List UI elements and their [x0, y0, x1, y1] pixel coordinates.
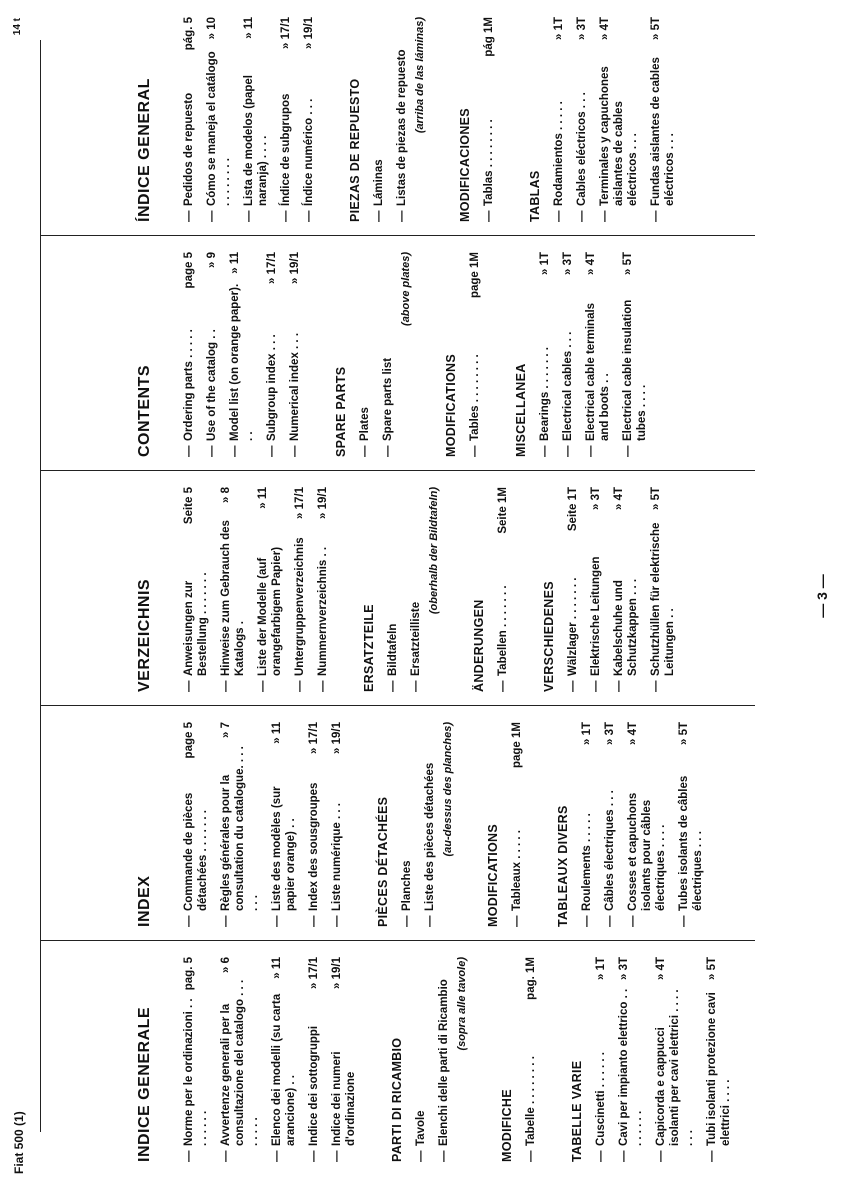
index-entry: [381, 252, 395, 457]
entry-text: — Index des sousgroupes: [308, 782, 320, 911]
section-heading: MISCELLANEA: [514, 363, 528, 457]
entry-text: — Capicorda e cappucci isolanti per cavi elettrici . . . . . . .: [655, 989, 695, 1146]
entry-text: — Untergruppenverzeichnis: [294, 537, 306, 676]
column-title: INDEX: [136, 875, 153, 927]
entry-page: » 11: [257, 487, 269, 509]
entry-page: » 9: [206, 252, 218, 268]
entry-text: — Subgroup index . . .: [266, 334, 278, 441]
section-note: (oberhalb der Bildtafeln): [428, 487, 440, 615]
index-entry: [205, 17, 233, 222]
header-right: 14 t: [12, 18, 23, 36]
section-heading: ERSATZTEILE: [362, 604, 376, 692]
index-entry: [270, 957, 298, 1162]
index-entry: [288, 252, 302, 457]
entry-page: » 4T: [627, 722, 639, 746]
index-entry: [242, 17, 270, 222]
column-title: ÍNDICE GENERAL: [136, 78, 153, 222]
entry-text: — Tubi isolanti protezione cavi elettrici . . . .: [706, 992, 732, 1146]
entry-text: — Cavi per impianto elettrico . . . . . . . .: [618, 988, 644, 1146]
index-entry: [561, 252, 575, 457]
index-entry: [182, 722, 210, 927]
entry-page: » 17/1: [266, 252, 278, 284]
index-entry: [621, 252, 649, 457]
entry-text: — Numerical index . . .: [289, 332, 301, 441]
index-entry: [677, 722, 705, 927]
entry-text: — Use of the catalog . .: [206, 329, 218, 441]
index-entry: [468, 252, 482, 457]
index-entry: [409, 487, 423, 692]
section-heading: SPARE PARTS: [334, 366, 348, 457]
section-heading: ÄNDERUNGEN: [472, 599, 486, 692]
entry-page: » 4T: [655, 957, 667, 981]
section-heading: PIÈCES DÉTACHÉES: [376, 796, 390, 927]
entry-page: pág. 5: [183, 17, 195, 51]
entry-text: — Listas de piezas de repuesto: [396, 49, 408, 206]
entry-text: — Ersatzteilliste: [410, 601, 422, 676]
entry-page: » 5T: [622, 252, 634, 276]
entry-text: — Índice numérico . . .: [303, 98, 315, 206]
index-entry: [256, 487, 284, 692]
entry-text: — Indice dei numeri d'ordinazione: [331, 1051, 357, 1146]
column-index: [40, 712, 714, 937]
entry-text: — Elenco dei modelli (su carta arancione) . .: [271, 993, 297, 1146]
entry-text: — Commande de pièces détachées . . . . . . .: [183, 792, 209, 911]
entry-page: » 17/1: [308, 957, 320, 989]
column-contents: [40, 242, 658, 467]
page-number: — 3 —: [814, 574, 830, 618]
entry-text: — Tavole: [415, 1110, 427, 1146]
entry-text: — Tableaux . . . . .: [511, 830, 523, 911]
entry-text: — Spare parts list: [382, 357, 394, 441]
entry-page: page 1M: [511, 722, 523, 769]
index-entry: [423, 722, 437, 927]
section-heading: TABLEAUX DIVERS: [556, 805, 570, 927]
entry-text: — Bildtafeln: [387, 623, 399, 676]
index-entry: [626, 722, 668, 927]
column-title: INDICE GENERALE: [136, 1006, 153, 1162]
entry-page: » 1T: [539, 252, 551, 276]
entry-text: — Cosses et capuchons isolants pour câbles électriques . . . .: [627, 792, 667, 911]
index-entry: [302, 17, 316, 222]
index-entry: [182, 487, 210, 692]
section-heading: MODIFICATIONS: [486, 824, 500, 927]
index-entry: [580, 722, 594, 927]
column-title: VERZEICHNIS: [136, 578, 153, 692]
column-divider: [40, 705, 755, 706]
index-entry: [584, 252, 612, 457]
entry-text: — Model list (on orange paper). . .: [229, 283, 255, 441]
entry-text: — Cuscinetti . . . . . .: [595, 1052, 607, 1146]
section-heading: TABELLE VARIE: [570, 1060, 584, 1162]
index-entry: [372, 17, 386, 222]
entry-text: — Terminales y capuchones aislantes de cables eléctricos . . .: [599, 66, 639, 206]
index-entry: [482, 17, 496, 222]
index-entry: [358, 252, 372, 457]
entry-page: » 4T: [613, 487, 625, 511]
entry-page: » 19/1: [331, 722, 343, 754]
entry-page: » 5T: [650, 487, 662, 511]
entry-text: — Liste des modèles (sur papier orange) . .: [271, 786, 297, 911]
column-divider: [40, 940, 755, 941]
entry-page: » 5T: [678, 722, 690, 746]
column-divider: [40, 470, 755, 471]
index-entry: [307, 722, 321, 927]
entry-text: — Pedidos de repuesto: [183, 92, 195, 206]
entry-page: » 3T: [604, 722, 616, 746]
index-entry: [437, 957, 451, 1162]
entry-text: — Elektrische Leitungen: [590, 556, 602, 676]
entry-text: — Tables . . . . . . . .: [469, 354, 481, 441]
entry-text: — Wälzlager . . . . . . .: [567, 577, 579, 676]
index-entry: [395, 17, 409, 222]
entry-page: » 1T: [595, 957, 607, 981]
entry-text: — Hinweise zum Gebrauch des Katalogs .: [220, 520, 246, 676]
entry-page: » 1T: [553, 17, 565, 41]
entry-page: Seite 1T: [567, 487, 579, 532]
index-entry: [649, 487, 677, 692]
index-entry: [496, 487, 510, 692]
index-entry: [510, 722, 524, 927]
entry-text: — Índice de subgrupos: [280, 93, 292, 206]
entry-text: — Elenchi delle parti di Ricambio: [438, 979, 450, 1146]
index-entry: [594, 957, 608, 1162]
index-entry: [228, 252, 256, 457]
entry-page: » 17/1: [308, 722, 320, 754]
entry-page: » 7: [220, 722, 232, 738]
entry-text: — Anweisungen zur Bestellung . . . . . . .: [183, 572, 209, 676]
section-heading: PIEZAS DE REPUESTO: [348, 78, 362, 222]
entry-text: — Roulements . . . . .: [581, 813, 593, 911]
entry-page: » 11: [243, 17, 255, 39]
entry-page: page 1M: [469, 252, 481, 299]
index-entry: [654, 957, 696, 1162]
entry-page: » 3T: [562, 252, 574, 276]
entry-page: » 6: [220, 957, 232, 973]
entry-text: — Plates: [359, 407, 371, 441]
index-entry: [414, 957, 428, 1162]
entry-text: — Láminas: [373, 159, 385, 206]
section-heading: MODIFICATIONS: [444, 354, 458, 457]
entry-page: » 19/1: [331, 957, 343, 989]
column-title: CONTENTS: [136, 365, 153, 457]
entry-page: » 3T: [590, 487, 602, 511]
index-entry: [705, 957, 733, 1162]
index-entry: [566, 487, 580, 692]
entry-page: pág 1M: [483, 17, 495, 57]
entry-text: — Norme per le ordinazioni . . . . . . . .: [183, 998, 209, 1146]
entry-text: — Câbles électriques . . .: [604, 790, 616, 911]
entry-text: — Tabelle . . . . . . . .: [525, 1056, 537, 1146]
entry-page: » 11: [229, 252, 241, 274]
entry-page: » 11: [271, 957, 283, 979]
index-entry: [598, 17, 640, 222]
entry-page: page 5: [183, 252, 195, 289]
index-entry: [316, 487, 330, 692]
column-indice-generale: [40, 947, 742, 1172]
section-heading: TABLAS: [528, 170, 542, 222]
index-entry: [219, 722, 261, 927]
index-entry: [524, 957, 538, 1162]
entry-text: — Fundas aislantes de cables eléctricos . . .: [650, 57, 676, 206]
column-indice-general: [40, 7, 686, 232]
entry-text: — Cómo se maneja el catálogo . . . . . . . .: [206, 51, 232, 206]
index-entry: [265, 252, 279, 457]
entry-text: — Indice dei sottogruppi: [308, 1025, 320, 1146]
entry-text: — Electrical cable terminals and boots . .: [585, 302, 611, 441]
column-divider: [40, 235, 755, 236]
index-entry: [293, 487, 307, 692]
index-entry: [330, 722, 344, 927]
index-entry: [575, 17, 589, 222]
entry-text: — Cables eléctricos . . .: [576, 92, 588, 206]
index-entry: [612, 487, 640, 692]
section-note: (above plates): [400, 252, 412, 326]
entry-page: » 5T: [706, 957, 718, 981]
entry-text: — Electrical cables . . .: [562, 331, 574, 441]
entry-page: » 3T: [618, 957, 630, 981]
entry-page: » 5T: [650, 17, 662, 41]
column-verzeichnis: [40, 477, 686, 702]
index-entry: [400, 722, 414, 927]
section-note: (arriba de las láminas): [414, 17, 426, 134]
entry-text: — Ordering parts . . . . .: [183, 329, 195, 441]
section-note: (sopra alle tavole): [456, 957, 468, 1051]
index-entry: [182, 252, 196, 457]
section-heading: VERSCHIEDENES: [542, 581, 556, 692]
index-entry: [205, 252, 219, 457]
section-heading: MODIFICHE: [500, 1089, 514, 1162]
entry-text: — Tablas . . . . . . . .: [483, 119, 495, 206]
entry-text: — Tubes isolants de câbles électriques . . .: [678, 775, 704, 911]
entry-text: — Rodamientos . . . . .: [553, 101, 565, 206]
index-entry: [538, 252, 552, 457]
index-entry: [330, 957, 358, 1162]
index-entry: [617, 957, 645, 1162]
index-entry: [279, 17, 293, 222]
index-entry: [182, 957, 210, 1162]
entry-page: » 19/1: [303, 17, 315, 49]
entry-page: » 4T: [585, 252, 597, 276]
entry-text: — Liste der Modelle (auf orangefarbigem Papier): [257, 546, 283, 676]
entry-text: — Bearings . . . . . . .: [539, 347, 551, 441]
entry-page: » 11: [271, 722, 283, 744]
entry-text: — Electrical cable insulation tubes . . . .: [622, 299, 648, 441]
entry-page: » 8: [220, 487, 232, 503]
entry-page: » 19/1: [317, 487, 329, 519]
entry-page: Seite 5: [183, 487, 195, 525]
entry-page: » 10: [206, 17, 218, 40]
entry-page: » 1T: [581, 722, 593, 746]
entry-text: — Règles générales pour la consultation du catalogue. . . . . . .: [220, 746, 260, 911]
entry-text: — Liste numérique . . .: [331, 803, 343, 911]
index-entry: [219, 487, 247, 692]
index-entry: [649, 17, 677, 222]
header-left: Fiat 500 (1): [12, 1111, 26, 1174]
entry-page: pag. 5: [183, 957, 195, 991]
entry-text: — Planches: [401, 860, 413, 911]
entry-page: Seite 1M: [497, 487, 509, 534]
entry-text: — Lista de modelos (papel naranja) . . . .: [243, 75, 269, 206]
index-entry: [603, 722, 617, 927]
section-note: (au-dessus des planches): [442, 722, 454, 857]
index-entry: [219, 957, 261, 1162]
section-heading: MODIFICACIONES: [458, 108, 472, 222]
entry-page: » 17/1: [280, 17, 292, 49]
entry-text: — Kabelschuhe und Schutzkappen . . .: [613, 578, 639, 676]
entry-text: — Liste des pièces détachées: [424, 762, 436, 911]
entry-page: pag. 1M: [525, 957, 537, 1000]
entry-text: — Schutzhüllen für elektrische Leitungen . .: [650, 522, 676, 676]
index-entry: [270, 722, 298, 927]
entry-page: » 3T: [576, 17, 588, 41]
entry-text: — Tabellen . . . . . . .: [497, 585, 509, 676]
entry-page: » 19/1: [289, 252, 301, 284]
index-entry: [552, 17, 566, 222]
entry-page: » 4T: [599, 17, 611, 41]
index-entry: [182, 17, 196, 222]
section-heading: PARTI DI RICAMBIO: [390, 1037, 404, 1162]
entry-text: — Nummernverzeichnis . .: [317, 546, 329, 676]
index-entry: [386, 487, 400, 692]
entry-text: — Avvertenze generali per la consultazione del catalogo . . . . . . . .: [220, 979, 260, 1146]
entry-page: » 17/1: [294, 487, 306, 519]
index-entry: [589, 487, 603, 692]
index-entry: [307, 957, 321, 1162]
entry-page: page 5: [183, 722, 195, 759]
